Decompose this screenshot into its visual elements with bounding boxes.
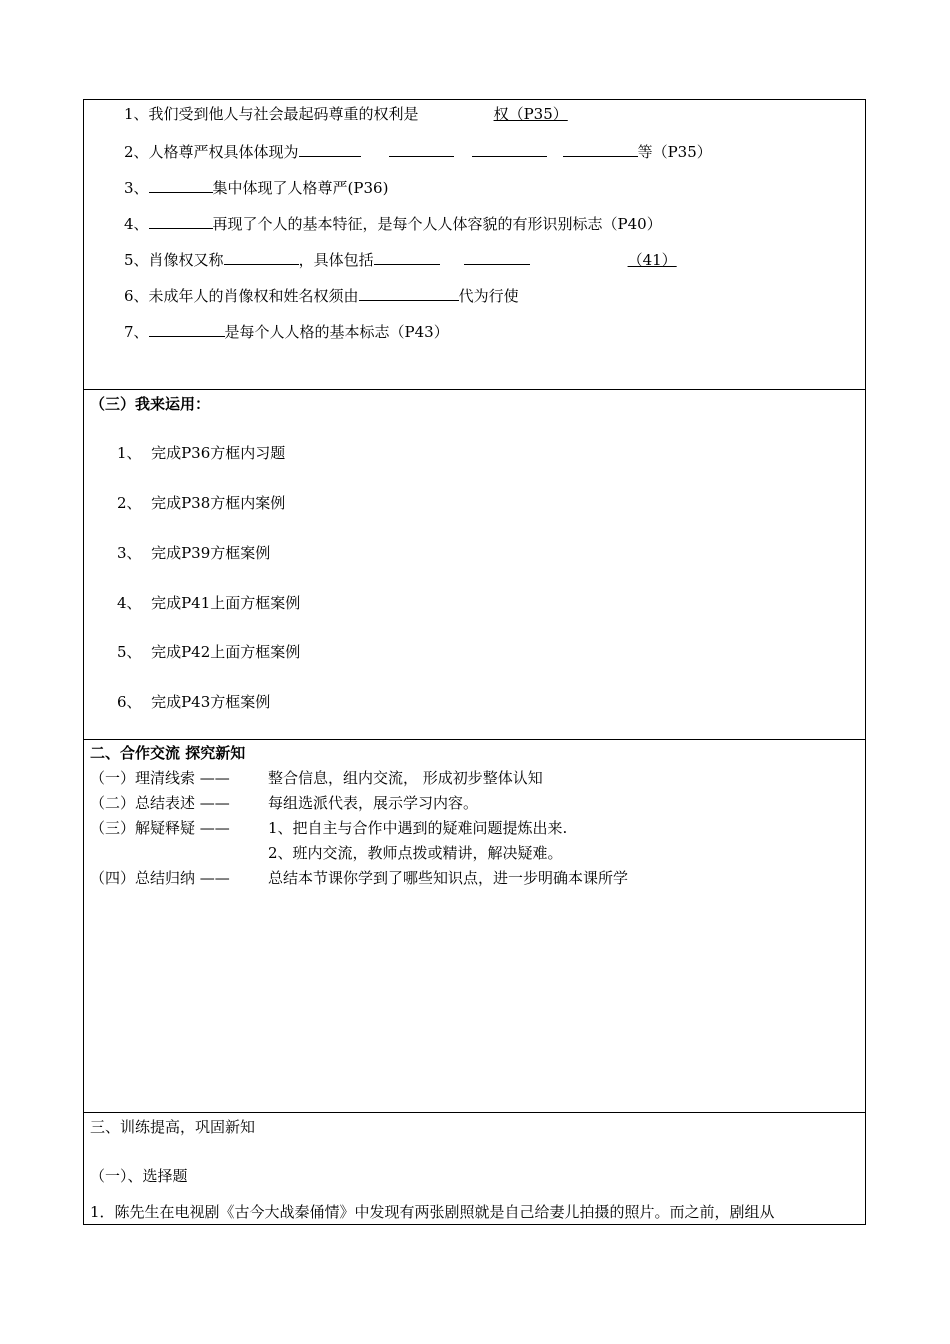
section-subtitle: （一）、选择题 (90, 1167, 188, 1185)
list-item: 2、 完成P38方框内案例 (117, 494, 286, 512)
question-4: 4、 再现了个人的基本特征，是每个人人体容貌的有形识别标志（P40） (124, 212, 662, 234)
answer-blank[interactable] (224, 248, 299, 265)
step-label: （二）总结表述 —— (90, 794, 230, 812)
step-text: 2、班内交流，教师点拨或精讲，解决疑难。 (268, 844, 563, 862)
answer-blank[interactable] (464, 248, 530, 265)
answer-blank[interactable] (149, 176, 213, 193)
list-item: 1、 完成P36方框内习题 (117, 444, 286, 462)
section-title: （三）我来运用： (90, 395, 211, 413)
step-label: （四）总结归纳 —— (90, 869, 230, 887)
question-6: 6、未成年人的肖像权和姓名权须由 代为行使 (124, 284, 519, 306)
question-3: 3、 集中体现了人格尊严(P36) (124, 176, 388, 198)
list-item: 3、 完成P39方框案例 (117, 544, 271, 562)
list-item: 6、 完成P43方框案例 (117, 693, 271, 711)
list-item: 4、 完成P41上面方框案例 (117, 594, 301, 612)
answer-blank[interactable] (299, 140, 361, 157)
row-divider (83, 389, 866, 390)
list-item: 5、 完成P42上面方框案例 (117, 643, 301, 661)
answer-blank[interactable] (149, 320, 225, 337)
answer-blank[interactable] (359, 284, 459, 301)
answer-blank[interactable] (563, 140, 638, 157)
row-divider (83, 1112, 866, 1113)
question-1: 1、我们受到他人与社会最起码尊重的权利是 权（P35） (124, 105, 568, 123)
row-divider (83, 739, 866, 740)
answer-blank[interactable] (149, 212, 213, 229)
section-title: 三、训练提高，巩固新知 (90, 1118, 256, 1136)
step-text: 总结本节课你学到了哪些知识点，进一步明确本课所学 (268, 869, 629, 887)
step-label: （三）解疑释疑 —— (90, 819, 230, 837)
step-text: 整合信息，组内交流， 形成初步整体认知 (268, 769, 543, 787)
answer-blank[interactable] (472, 140, 547, 157)
question-5: 5、肖像权又称 ，具体包括 （41） (124, 248, 677, 270)
question-2: 2、人格尊严权具体体现为 等（P35） (124, 140, 712, 162)
step-label: （一）理清线索 —— (90, 769, 230, 787)
answer-blank[interactable] (374, 248, 440, 265)
answer-blank[interactable] (389, 140, 454, 157)
question-7: 7、 是每个人人格的基本标志（P43） (124, 320, 449, 342)
step-text: 1、把自主与合作中遇到的疑难问题提炼出来. (268, 819, 568, 837)
section-title: 二、合作交流 探究新知 (90, 744, 246, 762)
question-text: 1．陈先生在电视剧《古今大战秦俑情》中发现有两张剧照就是自己给妻儿拍摄的照片。而之前，剧组从 (90, 1203, 775, 1221)
step-text: 每组选派代表，展示学习内容。 (268, 794, 479, 812)
